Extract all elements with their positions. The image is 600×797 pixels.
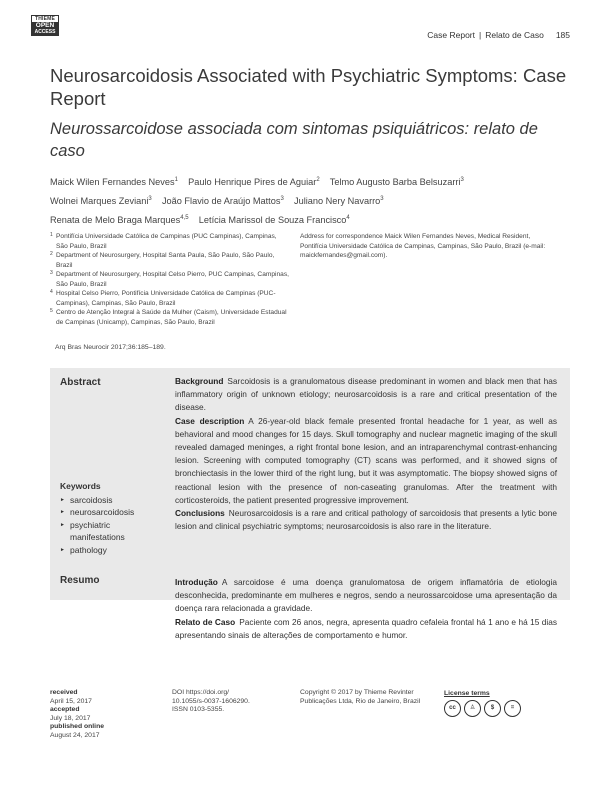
doi-link[interactable]: DOI https://doi.org/: [172, 689, 230, 696]
logo-line1: THIEME: [34, 16, 56, 22]
copyright-block: [300, 689, 420, 706]
affiliation-item: 1 Pontifícia Universidade Católica de Campinas (PUC Campinas), Campinas, São Paulo, Brazil: [50, 232, 277, 250]
cc-by-icon: ♙: [464, 700, 481, 717]
affiliation-item: 3 Department of Neurosurgery, Hospital Celso Pierro, PUC Campinas, Campinas, São Paulo, Brazil: [50, 270, 289, 288]
correspondence-address: Address for correspondence Maick Wilen Fernandes Neves, Medical Resident, Pontifícia Universidade Católica de Campinas, Campinas, São Paulo, Brazil (e-mail: maickfernandes@gmail.com).: [300, 233, 546, 259]
journal-section-pt: Relato de Caso: [485, 30, 544, 40]
cc-nc-icon: $: [484, 700, 501, 717]
copyright-line1: Copyright © 2017 by Thieme Revinter: [300, 689, 414, 696]
abstract-heading: Abstract: [60, 377, 101, 388]
affiliation-item: 2 Department of Neurosurgery, Hospital Santa Paula, São Paulo, São Paulo, Brazil: [50, 251, 275, 269]
thieme-open-access-logo: [31, 15, 59, 36]
author-list: [50, 172, 570, 229]
author: Wolnei Marques Zeviani$^3$: [50, 196, 152, 207]
license-terms-link[interactable]: License terms: [444, 690, 490, 697]
affiliation-item: 5 Centro de Atenção Integral à Saúde da Mulher (Caism), Universidade Estadual de Campinas (Unicamp), Campinas, São Paulo, Brazil: [50, 308, 287, 326]
keyword-item: ► sarcoidosis: [60, 494, 165, 507]
journal-section: Case Report: [427, 30, 475, 40]
author: Juliano Nery Navarro$^3$: [294, 196, 384, 207]
accepted-label: accepted: [50, 706, 80, 713]
published-date: August 24, 2017: [50, 731, 100, 739]
affiliations: [50, 232, 290, 327]
abstract-case: Case description A 26-year-old black female presented frontal headache for 1 year, as well as behavioral and mood changes for 15 days. Skull tomography and nuclear magnetic imaging of the skull revealed damaged meninges, a right frontal bone lesion, and an intraparenchymal contrast-enhancing lesion. Screening with computed tomography (CT) scans was performed, and it showed signs of bronchiectasis in the lower third of the right lung, but it was asymptomatic. The biopsy showed signs of reactional lesion with the presence of non-caseating granulomas. After the treatment with corticosteroids, the patient presented progressive improvement.: [175, 415, 557, 505]
license-block: [444, 690, 521, 717]
author: Letícia Marissol de Souza Francisco$^4$: [198, 215, 350, 226]
keywords: [60, 480, 165, 556]
cc-nd-icon: =: [504, 700, 521, 717]
citation: Arq Bras Neurocir 2017;36:185–189.: [55, 344, 166, 351]
separator: |: [479, 30, 482, 40]
abstract-body: [175, 375, 557, 533]
resumo-intro: Introdução A sarcoidose é uma doença granulomatosa de origem inflamatória de etiologia desconhecida, predominante em mulheres e negros, sendo a neurossarcoidose uma apresentação da doença rara relacionada a gravidade.: [175, 577, 557, 614]
abstract-conclusions: Conclusions Neurosarcoidosis is a rare and critical pathology of sarcoidosis that presents a lytic bone lesion and clinical psychiatric symptoms; neurosarcoidosis is also rare in the literature.: [175, 508, 557, 532]
logo-line3: ACCESS: [32, 29, 58, 35]
license-icons[interactable]: [444, 700, 521, 717]
article-title-pt: Neurossarcoidose associada com sintomas psiquiátricos: relato de caso: [50, 120, 538, 160]
author: Maick Wilen Fernandes Neves$^1$: [50, 177, 178, 188]
received-date: April 15, 2017: [50, 697, 92, 705]
resumo-heading: Resumo: [60, 575, 100, 586]
published-label: published online: [50, 723, 104, 730]
logo-line2: OPEN: [32, 22, 58, 29]
received-label: received: [50, 689, 78, 696]
page-number: 185: [555, 30, 570, 40]
resumo-body: [175, 576, 557, 642]
article-title-en: Neurosarcoidosis Associated with Psychiatric Symptoms: Case Report: [50, 65, 567, 109]
keyword-item: ► neurosarcoidosis: [60, 506, 165, 519]
keyword-item: ► psychiatric manifestations: [60, 519, 165, 544]
keywords-heading: Keywords: [60, 481, 101, 491]
author: Renata de Melo Braga Marques$^{4,5}$: [50, 215, 189, 226]
copyright-line2: Publicações Ltda, Rio de Janeiro, Brazil: [300, 697, 421, 705]
author: João Flavio de Araújo Mattos$^3$: [161, 196, 284, 207]
running-header: [427, 30, 570, 40]
author: Paulo Henrique Pires de Aguiar$^2$: [188, 177, 320, 188]
doi-number[interactable]: 10.1055/s-0037-1606290.: [172, 697, 250, 705]
dates-block: [50, 689, 104, 740]
resumo-case: Relato de Caso Paciente com 26 anos, negra, apresenta quadro cefaleia frontal há 1 ano e há 15 dias apresentando sinais de alterações de comportamento e humor.: [175, 616, 557, 640]
abstract-background: Background Sarcoidosis is a granulomatous disease predominant in women and black men that has inflammatory origin of unknown etiology; neurosarcoidosis is a rare and critical presentation of the disease.: [175, 376, 557, 413]
affiliation-item: 4 Hospital Celso Pierro, Pontifícia Universidade Católica de Campinas (PUC-Campinas), Campinas, São Paulo, Brazil: [50, 289, 276, 307]
issn: ISSN 0103-5355.: [172, 706, 225, 713]
keyword-item: ► pathology: [60, 544, 165, 557]
cc-icon: cc: [444, 700, 461, 717]
author: Telmo Augusto Barba Belsuzarri$^3$: [329, 177, 464, 188]
accepted-date: July 18, 2017: [50, 714, 91, 722]
doi-block: [172, 689, 250, 715]
